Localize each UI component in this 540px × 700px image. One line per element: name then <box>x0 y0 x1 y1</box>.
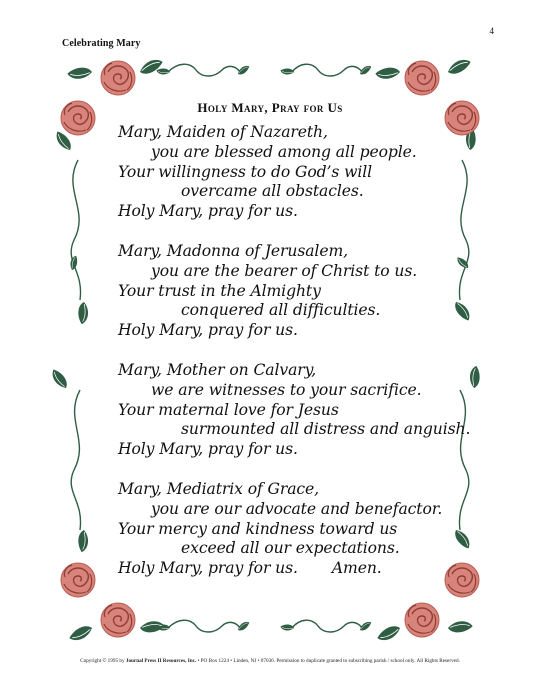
prayer-title: Holy Mary, Pray for Us <box>197 100 343 115</box>
footer-prefix: Copyright © 1995 by <box>80 658 126 664</box>
stanza-line: Holy Mary, pray for us. <box>118 202 298 221</box>
stanza-line: Your trust in the Almighty <box>118 281 321 300</box>
stanza-4 <box>118 480 458 579</box>
stanza-line: Holy Mary, pray for us. <box>118 321 298 340</box>
stanza-line-text: Holy Mary, pray for us. <box>118 559 298 578</box>
top-vine-leaves <box>156 65 373 77</box>
stanza-line: we are witnesses to your sacrifice. <box>151 380 422 399</box>
stanza-line: you are our advocate and benefactor. <box>151 499 443 518</box>
stanza-line: Mary, Mediatrix of Grace, <box>118 479 320 498</box>
bottom-vine-leaves <box>156 621 373 633</box>
page-number: 4 <box>489 26 494 36</box>
footer-suffix: • PO Box 1224 • Linden, NJ • 07036. Permission to duplicate granted to subscribing parish / school only. All Rights Reserved. <box>196 658 460 664</box>
stanza-2 <box>118 242 458 341</box>
stanza-line: you are blessed among all people. <box>151 142 417 161</box>
bottom-vine <box>168 620 362 632</box>
stanza-line: surmounted all distress and anguish. <box>181 420 471 439</box>
stanza-1 <box>118 123 458 222</box>
stanza-line: conquered all difficulties. <box>181 301 381 320</box>
stanza-line: exceed all our expectations. <box>181 539 400 558</box>
stanza-line <box>118 559 458 579</box>
stanza-line: Your mercy and kindness toward us <box>118 519 398 538</box>
prayer-body <box>118 123 471 599</box>
stanza-3 <box>118 360 471 460</box>
stanza-line: Your willingness to do God’s will <box>118 162 373 181</box>
stanza-line: Mary, Maiden of Nazareth, <box>118 123 328 141</box>
top-vine-left <box>168 64 362 76</box>
copyright-footer <box>0 658 540 664</box>
stanza-line: Holy Mary, pray for us. <box>118 440 298 459</box>
running-header: Celebrating Mary <box>62 38 141 49</box>
amen-text: Amen. <box>331 559 382 578</box>
footer-publisher: Journal Press II Resources, Inc. <box>125 658 197 664</box>
stanza-line: overcame all obstacles. <box>181 182 364 201</box>
stanza-line: Your maternal love for Jesus <box>118 400 339 419</box>
stanza-line: you are the bearer of Christ to us. <box>151 261 418 280</box>
stanza-line: Mary, Mother on Calvary, <box>118 360 317 379</box>
stanza-line: Mary, Madonna of Jerusalem, <box>118 241 348 260</box>
